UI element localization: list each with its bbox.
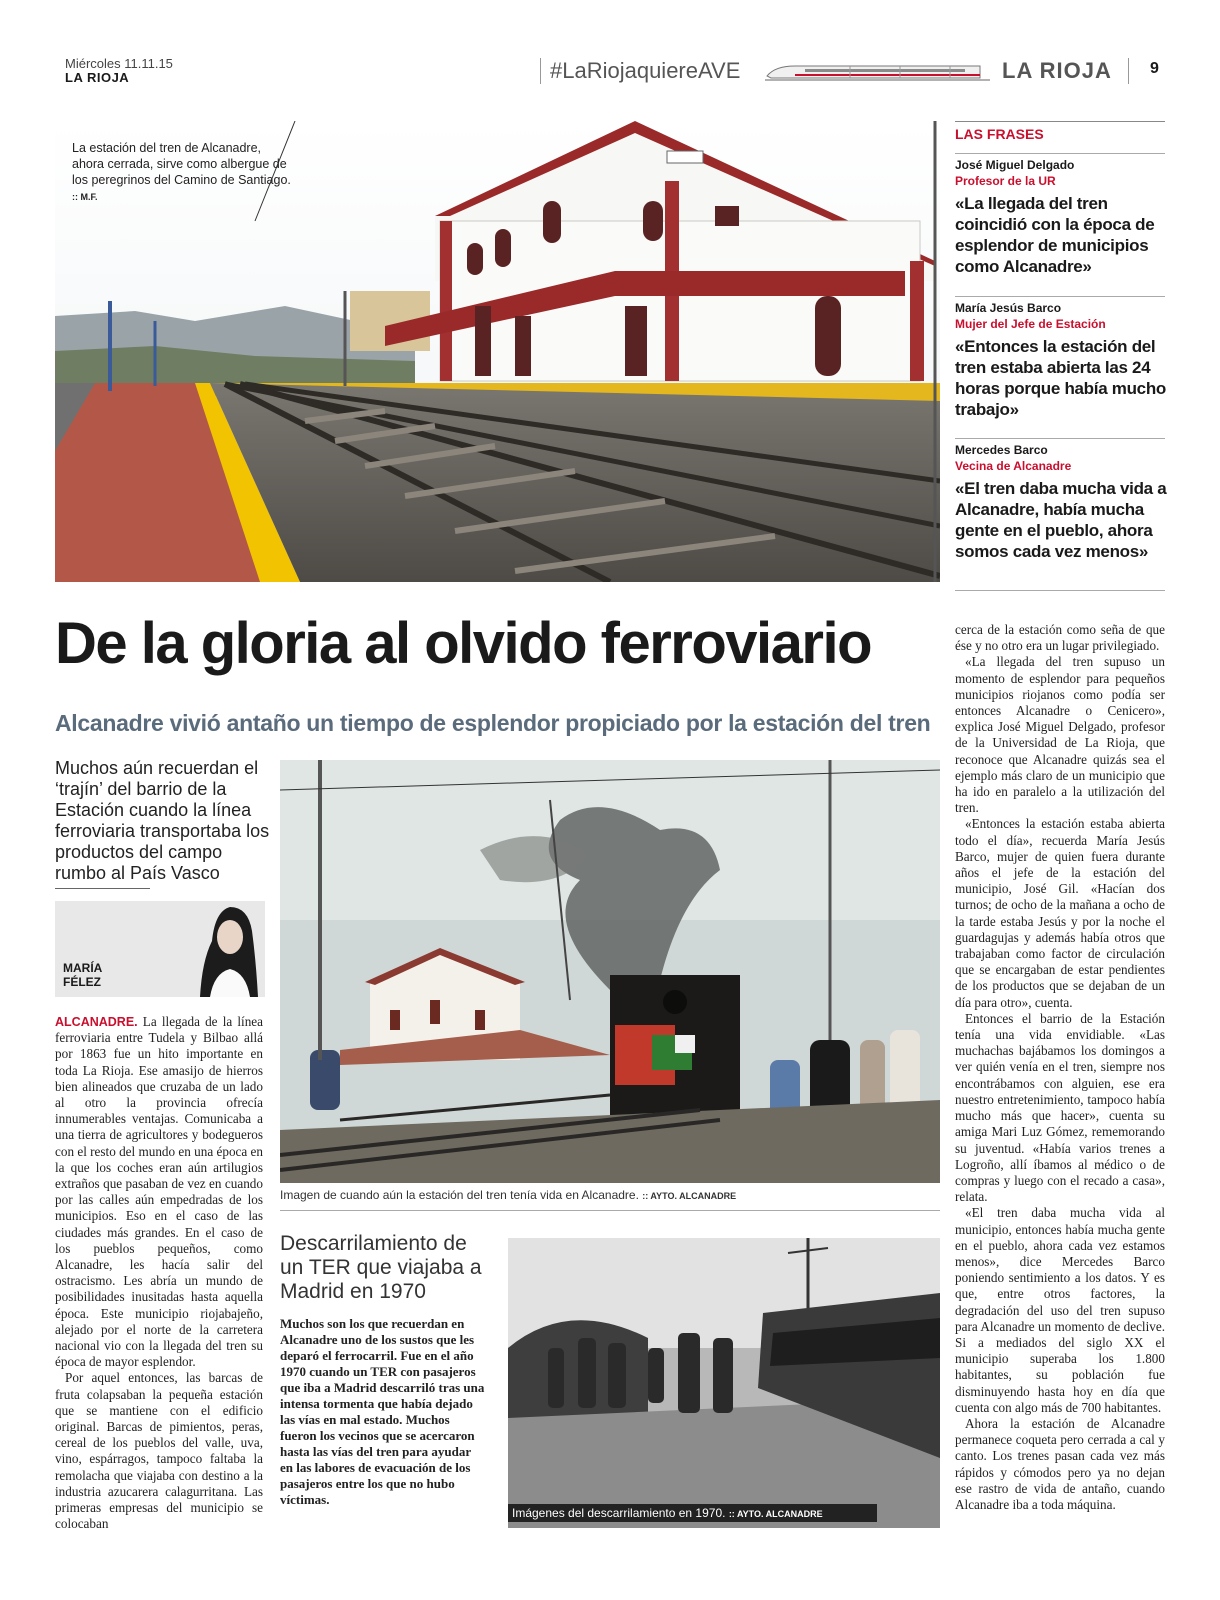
header-hashtag: #LaRiojaquiereAVE — [550, 58, 741, 83]
body-paragraph: Por aquel entonces, las barcas de fruta colapsaban la pequeña estación que se mantiene con el edificio original. Barcas de pimientos, peras, cereal de los pueblos del valle, uva, vino, espárragos, tampoco faltaba la remolacha que viajaba con destino a la industria azucarera calagurritana. Las primeras empresas del municipio se colocaban — [55, 1370, 263, 1532]
body-paragraph: «El tren daba mucha vida al municipio, entonces había mucha gente en el pueblo, ahora cada vez estamos menos», dice Mercedes Barco poniendo sentimiento a los datos. Y es que, entre otros factores, la degradación del uso del tren supuso para Alcanadre un momento de declive. Si a mediados del siglo XX el municipio superaba los 1.800 habitantes, su población fue disminuyendo hasta hoy en día que cuenta con algo más de 700 habitantes. — [955, 1205, 1165, 1415]
middle-photo-credit: :: AYTO. ALCANADRE — [642, 1191, 737, 1201]
author-name: MARÍA FÉLEZ — [63, 961, 102, 989]
kicker: ALCANADRE. — [55, 1015, 138, 1029]
top-photo-caption — [72, 140, 292, 205]
quote-text: «Entonces la estación del tren estaba abierta las 24 horas porque había mucho trabajo» — [955, 337, 1166, 419]
derailment-caption-text: Imágenes del descarrilamiento en 1970. — [512, 1506, 726, 1520]
quote-divider — [955, 153, 1165, 154]
quote-role: Mujer del Jefe de Estación — [955, 317, 1106, 331]
derailment-credit: :: AYTO. ALCANADRE — [728, 1509, 823, 1519]
derailment-caption — [508, 1504, 877, 1522]
quote-role: Vecina de Alcanadre — [955, 459, 1072, 473]
lead-rule — [55, 888, 150, 889]
body-text: La llegada de la línea ferroviaria entre Tudela y Bilbao allá por 1863 fue un hito importante en toda La Rioja. Ese amasijo de hierros bien alineados que cruzaba de un lado al otro la provincia ofrecía innumerables ventajas. Comunicaba a una tierra de agricultores y bodegueros con el resto del mundo en una época en la que los coches eran aún artilugios extraños que pasaban de vez en cuando por las calles aún empedradas de los municipios. Eso en el caso de las ciudades más grandes. En el caso de los pueblos pequeños, como Alcanadre, les hacía salir del ostracismo. Les abría un mundo de posibilidades inusitadas hasta aquella época. Este municipio riojabajeño, alejado por el norte de la carretera nacional vio con la llegada del tren su época de mayor esplendor. — [55, 1014, 263, 1370]
page-number: 9 — [1150, 60, 1159, 77]
header-paper-name: LA RIOJA — [65, 70, 130, 85]
quote-name: Mercedes Barco — [955, 443, 1048, 457]
frases-rule — [955, 121, 1165, 122]
headline: De la gloria al olvido ferroviario — [55, 611, 872, 676]
body-paragraph — [55, 1014, 263, 1370]
middle-photo-caption — [280, 1188, 940, 1202]
quote-text: «La llegada del tren coincidió con la época de esplendor de municipios como Alcanadre» — [955, 194, 1155, 276]
quote-divider — [955, 438, 1165, 439]
frases-title: LAS FRASES — [955, 126, 1044, 142]
body-paragraph: cerca de la estación como seña de que ése y no otro era un lugar privilegiado. — [955, 622, 1165, 654]
top-photo-credit: :: M.F. — [72, 192, 98, 202]
lead-text: Muchos aún recuerdan el ‘trajín’ del barrio de la Estación cuando la línea ferroviaria transportaba los productos del campo rumbo al País Vasco — [55, 758, 270, 883]
body-column-1 — [55, 1014, 263, 1533]
author-avatar — [190, 901, 265, 997]
header-divider — [540, 58, 541, 84]
quote-divider — [955, 296, 1165, 297]
body-column-3 — [955, 622, 1165, 1513]
header-divider — [1128, 58, 1129, 84]
train-icon — [765, 58, 990, 84]
body-paragraph: «La llegada del tren supuso un momento de esplendor para pequeños municipios riojanos como podía ser entonces Alcanadre o Cenicero», explica José Miguel Delgado, profesor de la Universidad de La Rioja, que reconoce que Alcanadre quizás sea el ejemplo más claro de un municipio que ha ido en paralelo a la utilización del tren. — [955, 654, 1165, 816]
top-photo-caption-text: La estación del tren de Alcanadre, ahora cerrada, sirve como albergue de los peregrinos del Camino de Santiago. — [72, 141, 291, 187]
body-paragraph: «Entonces la estación estaba abierta todo el día», recuerda María Jesús Barco, mujer de quien fuera durante años el jefe de la estación del municipio, José Gil. «Hacían dos turnos; de ocho de la mañana a ocho de la tarde estaba Jesús y por la noche el guardagujas y además había otros que trabajaban como factor de circulación que se encargaban de estar pendientes de los productos que se dejaban de un día para otro», cuenta. — [955, 816, 1165, 1010]
quote-name: José Miguel Delgado — [955, 158, 1075, 172]
quote-text: «El tren daba mucha vida a Alcanadre, había mucha gente en el pueblo, ahora somos cada vez menos» — [955, 479, 1167, 561]
subheadline: Alcanadre vivió antaño un tiempo de esplendor propiciado por la estación del tren — [55, 710, 931, 736]
quote-divider — [955, 590, 1165, 591]
quote-role: Profesor de la UR — [955, 174, 1056, 188]
body-paragraph: Entonces el barrio de la Estación tenía una vida envidiable. «Las muchachas bajábamos los domingos a ver quién venía en el tren, siempre nos encontrábamos con alguien, ese era nuestro entretenimiento, tampoco había mucho más que hacer», cuenta su amiga Mari Luz Gómez, rememorando su juventud. «Había varios trenes a Logroño, allí íbamos al médico o de compras y luego con el recado a casa», relata. — [955, 1010, 1165, 1205]
inset-title: Descarrilamiento de un TER que viajaba a Madrid en 1970 — [280, 1232, 482, 1303]
header-section: LA RIOJA — [1002, 58, 1112, 83]
caption-rule — [280, 1210, 940, 1211]
derailment-photo — [508, 1238, 940, 1528]
historic-station-photo — [280, 760, 940, 1183]
body-paragraph: Ahora la estación de Alcanadre permanece coqueta pero cerrada a cal y canto. Los trenes pasan cada vez más rápidos y cómodos pero ya no dejan ese rastro de vida de antaño, cuando Alcanadre iba a toda máquina. — [955, 1415, 1165, 1512]
author-box — [55, 901, 265, 997]
header-date: Miércoles 11.11.15 — [65, 56, 173, 71]
middle-photo-caption-text: Imagen de cuando aún la estación del tren tenía vida en Alcanadre. — [280, 1188, 639, 1202]
inset-body: Muchos son los que recuerdan en Alcanadre uno de los sustos que les deparó el ferrocarril. Fue en el año 1970 cuando un TER con pasajeros que iba a Madrid descarriló tras una intensa tormenta que había dejado las vías en mal estado. Muchos fueron los vecinos que se acercaron hasta las vías del tren para ayudar en las labores de evacuación de los pasajeros entre los que no hubo víctimas. — [280, 1316, 485, 1507]
quote-name: María Jesús Barco — [955, 301, 1062, 315]
